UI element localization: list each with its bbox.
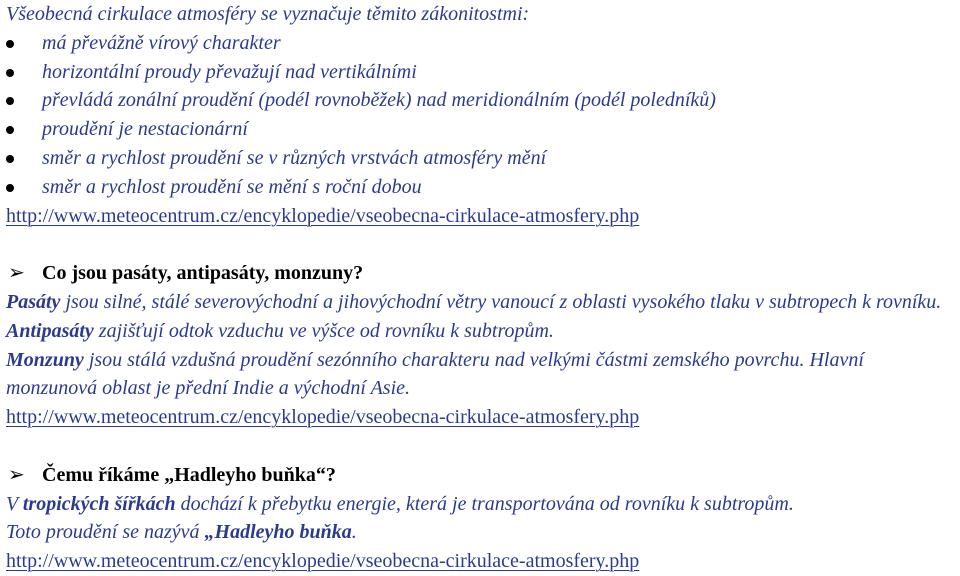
term-antipasaty: Antipasáty — [6, 319, 94, 342]
bullet-icon — [6, 40, 14, 48]
p1-end: dochází k přebytku energie, která je transportována od rovníku k subtropům. — [175, 492, 794, 515]
list-item — [6, 115, 956, 144]
bullet-icon — [6, 184, 14, 192]
bullet-icon — [6, 126, 14, 134]
source-link[interactable]: http://www.meteocentrum.cz/encyklopedie/vseobecna-cirkulace-atmosfery.php — [6, 550, 640, 573]
list-item — [6, 144, 956, 173]
answer-line — [6, 518, 956, 547]
list-item — [6, 58, 956, 87]
source-link[interactable]: http://www.meteocentrum.cz/encyklopedie/vseobecna-cirkulace-atmosfery.php — [6, 406, 640, 429]
spacer — [6, 230, 956, 259]
source-link[interactable]: http://www.meteocentrum.cz/encyklopedie/vseobecna-cirkulace-atmosfery.php — [6, 204, 640, 227]
list-item-text: proudění je nestacionární — [42, 118, 248, 141]
list-item — [6, 173, 956, 202]
term-monzuny: Monzuny — [6, 348, 84, 371]
question-text: Co jsou pasáty, antipasáty, monzuny? — [42, 262, 364, 285]
question-heading — [6, 259, 956, 288]
spacer — [6, 432, 956, 461]
answer-line — [6, 490, 956, 519]
list-item-text: převládá zonální proudění (podél rovnoběžek) nad meridionálním (podél poledníků) — [42, 89, 716, 112]
intro-text: Všeobecná cirkulace atmosféry se vyznačuje těmito zákonitostmi: — [6, 3, 530, 25]
list-item-text: horizontální proudy převažují nad vertikálními — [42, 60, 417, 83]
document — [6, 0, 956, 576]
question-text: Čemu říkáme „Hadleyho buňka“? — [42, 463, 336, 486]
bullet-icon — [6, 97, 14, 105]
bullet-icon — [6, 155, 14, 163]
arrowhead-right-icon: ➢ — [8, 262, 25, 285]
question-heading — [6, 461, 956, 490]
term-hadleyho-bunka: „Hadleyho buňka — [204, 521, 352, 544]
p1-start: V — [6, 492, 23, 515]
list-item-text: směr a rychlost proudění se v různých vrstvách atmosféry mění — [42, 146, 547, 169]
bullet-icon — [6, 69, 14, 77]
pasaty-text: jsou silné, stálé severovýchodní a jihovýchodní větry vanoucí z oblasti vysokého tlaku v subtropech k rovníku. — [60, 290, 942, 313]
arrowhead-right-icon: ➢ — [8, 463, 25, 486]
antipasaty-text: zajišťují odtok vzduchu ve výšce od rovníku k subtropům. — [93, 319, 554, 342]
term-pasaty: Pasáty — [6, 290, 61, 313]
answer-paragraph — [6, 288, 956, 403]
list-item-text: má převážně vírový charakter — [42, 31, 281, 54]
p2-end: . — [351, 521, 357, 544]
monzuny-text: jsou stálá vzdušná proudění sezónního charakteru nad velkými částmi zemského povrchu. Hlavní monzunová oblast je přední Indie a východní Asie. — [6, 348, 864, 400]
list-item-text: směr a rychlost proudění se mění s roční dobou — [42, 175, 422, 198]
p2-start: Toto proudění se nazývá — [6, 521, 205, 544]
list-item — [6, 86, 956, 115]
term-tropicke-sirky: tropických šířkách — [22, 492, 176, 515]
list-item — [6, 29, 956, 58]
